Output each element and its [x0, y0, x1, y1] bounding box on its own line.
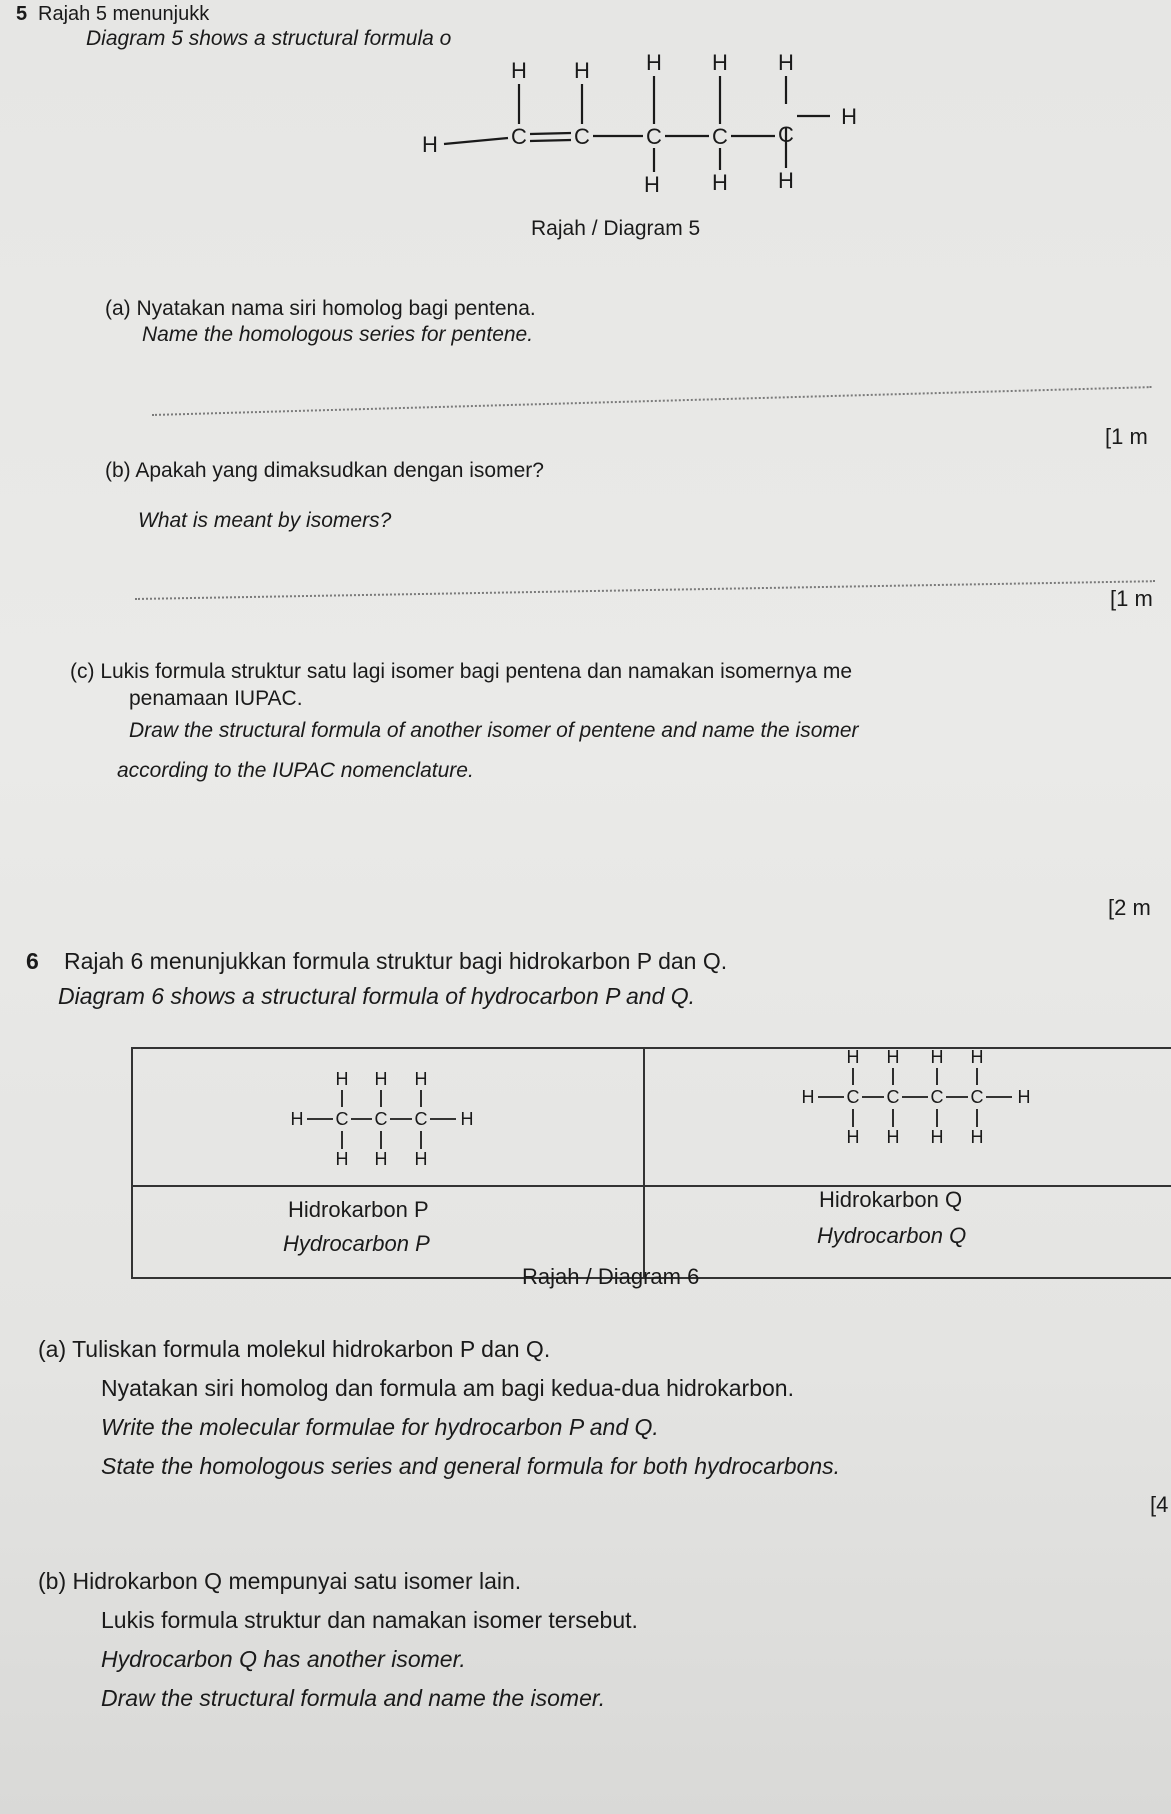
atom-c: C — [778, 122, 794, 147]
atom-c: C — [374, 1109, 388, 1129]
q5c-mark: [2 m — [1108, 895, 1151, 920]
atom-c: C — [414, 1109, 428, 1129]
q5b-english: What is meant by isomers? — [138, 509, 392, 532]
atom-h: H — [290, 1109, 304, 1129]
atom-h: H — [712, 170, 728, 195]
pentene-atoms — [422, 50, 857, 197]
atom-c: C — [335, 1109, 349, 1129]
atom-h: H — [422, 132, 438, 157]
diagram-6-caption: Rajah / Diagram 6 — [522, 1264, 700, 1289]
q5b-mark: [1 m — [1110, 586, 1153, 611]
atom-h: H — [886, 1047, 900, 1067]
hydrocarbon-p-label-malay: Hidrokarbon P — [288, 1197, 429, 1222]
q6b-line-3: Hydrocarbon Q has another isomer. — [101, 1646, 466, 1672]
q6b-line-2: Lukis formula struktur dan namakan isomer tersebut. — [101, 1607, 638, 1633]
hydrocarbon-q-label-malay: Hidrokarbon Q — [819, 1187, 963, 1212]
atom-h: H — [644, 172, 660, 197]
atom-h: H — [846, 1047, 860, 1067]
q5-intro-malay: Rajah 5 menunjukk — [38, 3, 210, 25]
q6a-mark: [4 — [1150, 1492, 1169, 1517]
q6a-line-2: Nyatakan siri homolog dan formula am bagi kedua-dua hidrokarbon. — [101, 1375, 794, 1401]
atom-h: H — [712, 50, 728, 75]
atom-h: H — [886, 1127, 900, 1147]
q5a-english: Name the homologous series for pentene. — [142, 323, 534, 346]
q5b-malay: (b) Apakah yang dimaksudkan dengan isomer? — [105, 459, 544, 482]
q6-intro-english: Diagram 6 shows a structural formula of hydrocarbon P and Q. — [58, 983, 696, 1009]
q6-number: 6 — [26, 948, 39, 974]
q5b-answer-line — [135, 580, 1155, 600]
atom-h: H — [846, 1127, 860, 1147]
table-row-divider — [133, 1185, 1171, 1187]
atom-h: H — [374, 1149, 388, 1169]
q5-number: 5 — [16, 3, 28, 25]
q6b-line-1: (b) Hidrokarbon Q mempunyai satu isomer lain. — [38, 1568, 522, 1594]
atom-h: H — [1017, 1087, 1031, 1107]
atom-c: C — [646, 124, 662, 149]
atom-h: H — [335, 1149, 349, 1169]
hydrocarbon-p-structure — [283, 1059, 533, 1179]
diagram-5-caption: Rajah / Diagram 5 — [531, 217, 701, 240]
q5a-answer-line — [152, 386, 1152, 416]
q6a-line-1: (a) Tuliskan formula molekul hidrokarbon P dan Q. — [38, 1336, 551, 1362]
atom-h: H — [414, 1069, 428, 1089]
atom-h: H — [930, 1047, 944, 1067]
q5c-malay-line-2: penamaan IUPAC. — [129, 687, 303, 710]
atom-h: H — [646, 50, 662, 75]
atom-h: H — [930, 1127, 944, 1147]
atom-h: H — [778, 168, 794, 193]
hydrocarbon-p-label-english: Hydrocarbon P — [283, 1231, 430, 1256]
q6a-line-3: Write the molecular formulae for hydrocarbon P and Q. — [101, 1414, 659, 1440]
diagram-6-table — [131, 1047, 1171, 1279]
pentene-bonds — [444, 76, 830, 172]
atom-h: H — [414, 1149, 428, 1169]
hydrocarbon-q-label-english: Hydrocarbon Q — [817, 1223, 967, 1248]
q5-intro-english: Diagram 5 shows a structural formula o — [86, 27, 452, 50]
atom-h: H — [841, 104, 857, 129]
atom-h: H — [374, 1069, 388, 1089]
atom-c: C — [511, 124, 527, 149]
q5c-english-line-2: according to the IUPAC nomenclature. — [117, 759, 474, 782]
q5a-malay: (a) Nyatakan nama siri homolog bagi pentena. — [105, 297, 536, 320]
q5c-malay-line-1: (c) Lukis formula struktur satu lagi isomer bagi pentena dan namakan isomernya me — [70, 660, 853, 683]
hydrocarbon-q-structure — [788, 1029, 1068, 1149]
q5a-mark: [1 m — [1105, 424, 1148, 449]
atom-h: H — [511, 58, 527, 83]
table-column-divider — [643, 1049, 645, 1277]
atom-c: C — [886, 1087, 900, 1107]
pentene-structural-formula — [400, 40, 860, 210]
atom-h: H — [970, 1127, 984, 1147]
atom-h: H — [574, 58, 590, 83]
atom-c: C — [970, 1087, 984, 1107]
q6b-line-4: Draw the structural formula and name the isomer. — [101, 1685, 606, 1711]
q6-intro-malay: Rajah 6 menunjukkan formula struktur bagi hidrokarbon P dan Q. — [64, 948, 728, 974]
q5c-english-line-1: Draw the structural formula of another isomer of pentene and name the isomer — [129, 719, 859, 742]
atom-c: C — [712, 124, 728, 149]
atom-c: C — [846, 1087, 860, 1107]
q6a-line-4: State the homologous series and general formula for both hydrocarbons. — [101, 1453, 840, 1479]
atom-h: H — [801, 1087, 815, 1107]
atom-h: H — [460, 1109, 474, 1129]
atom-h: H — [778, 50, 794, 75]
atom-c: C — [930, 1087, 944, 1107]
atom-h: H — [335, 1069, 349, 1089]
atom-h: H — [970, 1047, 984, 1067]
atom-c: C — [574, 124, 590, 149]
